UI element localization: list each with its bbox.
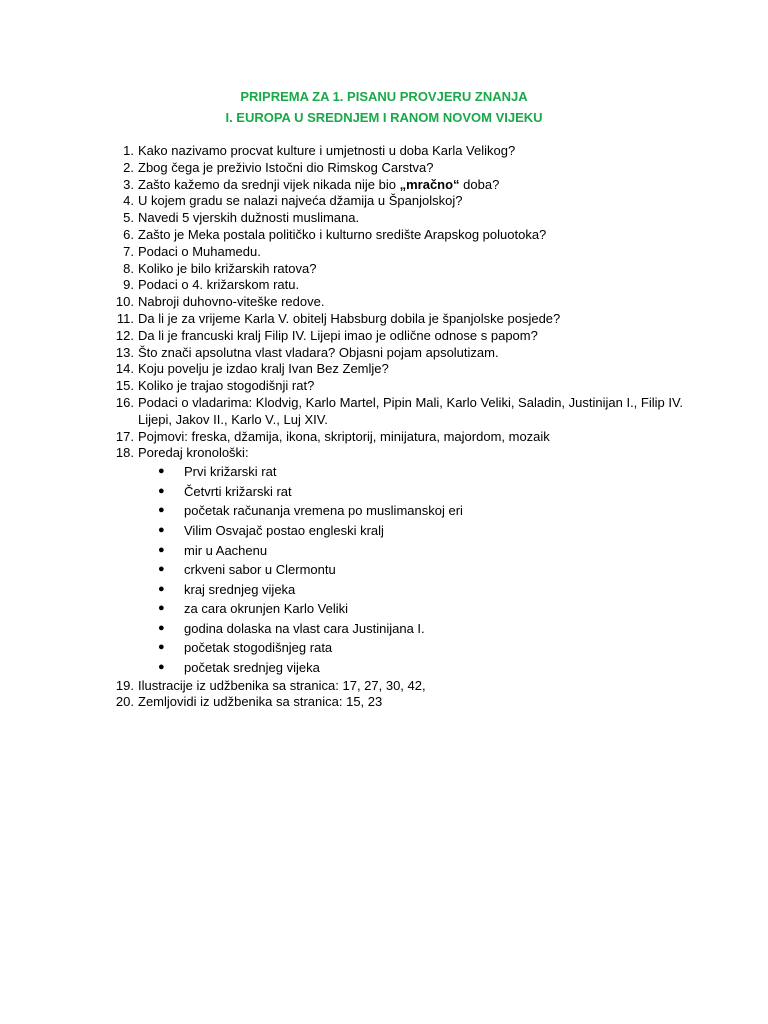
bullet-icon: ● <box>158 465 165 478</box>
question-item-7 <box>108 244 708 261</box>
question-number: 13. <box>115 344 134 360</box>
question-item-6 <box>108 227 708 244</box>
chronology-list <box>108 462 708 678</box>
question-number: 19. <box>115 677 134 693</box>
question-item-2 <box>108 160 708 177</box>
question-item-4 <box>108 193 708 210</box>
chronology-item <box>108 501 708 521</box>
question-number: 12. <box>115 327 134 343</box>
question-text: Zašto je Meka postala političko i kulturno središte Arapskog poluotoka? <box>138 226 547 242</box>
question-number: 11. <box>116 310 134 326</box>
question-text: Ilustracije iz udžbenika sa stranica: 17, 27, 30, 42, <box>138 677 426 693</box>
question-text: Koju povelju je izdao kralj Ivan Bez Zemlje? <box>138 361 389 377</box>
question-item-1 <box>108 143 708 160</box>
question-item-19 <box>108 678 708 695</box>
question-text: Da li je za vrijeme Karla V. obitelj Habsburg dobila je španjolske posjede? <box>138 310 561 326</box>
question-item-16 <box>108 395 708 429</box>
question-text: Navedi 5 vjerskih dužnosti muslimana. <box>138 210 360 226</box>
question-item-15 <box>108 378 708 395</box>
chronology-item-text: početak stogodišnjeg rata <box>184 640 333 656</box>
question-text-line-2: Lijepi, Jakov II., Karlo V., Luj XIV. <box>138 411 328 427</box>
question-number: 6. <box>123 226 134 242</box>
question-text: Da li je francuski kralj Filip IV. Lijepi imao je odlične odnose s papom? <box>138 327 538 343</box>
question-item-14 <box>108 361 708 378</box>
chronology-item <box>108 599 708 619</box>
question-text: Koliko je bilo križarskih ratova? <box>138 260 317 276</box>
chronology-item <box>108 462 708 482</box>
chronology-item-text: za cara okrunjen Karlo Veliki <box>184 601 349 617</box>
question-text-line-1: Podaci o vladarima: Klodvig, Karlo Martel, Pipin Mali, Karlo Veliki, Saladin, Justinijan I., Filip IV. <box>138 394 684 410</box>
question-text: Koliko je trajao stogodišnji rat? <box>138 378 315 394</box>
chronology-item-text: početak računanja vremena po muslimanskoj eri <box>184 503 463 519</box>
question-item-5 <box>108 210 708 227</box>
chronology-item-text: kraj srednjeg vijeka <box>184 581 296 597</box>
chronology-item <box>108 638 708 658</box>
question-item-13 <box>108 345 708 362</box>
title-line-1: PRIPREMA ZA 1. PISANU PROVJERU ZNANJA <box>240 89 528 104</box>
question-text-part: doba? <box>459 176 500 192</box>
question-item-9 <box>108 277 708 294</box>
question-text: Podaci o Muhamedu. <box>138 243 261 259</box>
bullet-icon: ● <box>158 582 165 595</box>
question-number: 10. <box>115 294 134 310</box>
question-text: Zemljovidi iz udžbenika sa stranica: 15, 23 <box>138 694 383 710</box>
bullet-icon: ● <box>158 504 165 517</box>
chronology-item-text: godina dolaska na vlast cara Justinijana I. <box>184 620 425 636</box>
question-item-18 <box>108 445 708 462</box>
chronology-item-text: mir u Aachenu <box>184 542 268 558</box>
bullet-icon: ● <box>158 484 165 497</box>
bullet-icon: ● <box>158 641 165 654</box>
bullet-icon: ● <box>158 523 165 536</box>
question-number: 20. <box>115 694 134 710</box>
chronology-item <box>108 482 708 502</box>
question-text: Nabroji duhovno-viteške redove. <box>138 294 325 310</box>
chronology-item <box>108 619 708 639</box>
question-item-12 <box>108 328 708 345</box>
question-number: 5. <box>123 210 134 226</box>
document-title <box>0 86 768 128</box>
chronology-item <box>108 521 708 541</box>
question-text: Pojmovi: freska, džamija, ikona, skriptorij, minijatura, majordom, mozaik <box>138 428 550 444</box>
question-number: 3. <box>123 176 134 192</box>
question-item-10 <box>108 294 708 311</box>
question-number: 9. <box>123 277 134 293</box>
chronology-item <box>108 541 708 561</box>
bullet-icon: ● <box>158 661 165 674</box>
question-text: Zbog čega je preživio Istočni dio Rimskog Carstva? <box>138 159 434 175</box>
chronology-item-text: Četvrti križarski rat <box>184 483 292 499</box>
bullet-icon: ● <box>158 621 165 634</box>
question-number: 17. <box>115 428 134 444</box>
bullet-icon: ● <box>158 543 165 556</box>
question-item-20 <box>108 694 708 711</box>
question-item-8 <box>108 261 708 278</box>
question-number: 7. <box>123 243 134 259</box>
bullet-icon: ● <box>158 602 165 615</box>
chronology-item <box>108 560 708 580</box>
question-number: 16. <box>115 394 134 410</box>
question-text-part: Zašto kažemo da srednji vijek nikada nije bio <box>138 176 400 192</box>
question-text: Poredaj kronološki: <box>138 445 249 461</box>
question-number: 8. <box>123 260 134 276</box>
chronology-item-text: početak srednjeg vijeka <box>184 660 320 676</box>
question-number: 14. <box>115 361 134 377</box>
chronology-item-text: crkveni sabor u Clermontu <box>184 562 336 578</box>
question-item-11 <box>108 311 708 328</box>
question-list <box>108 143 708 711</box>
title-line-2: I. EUROPA U SREDNJEM I RANOM NOVOM VIJEKU <box>225 110 543 125</box>
question-number: 1. <box>123 143 134 158</box>
question-number: 4. <box>123 193 134 209</box>
chronology-item <box>108 658 708 678</box>
question-text: Podaci o 4. križarskom ratu. <box>138 277 300 293</box>
question-item-17 <box>108 429 708 446</box>
chronology-item <box>108 580 708 600</box>
question-emphasis: „mračno“ <box>399 176 460 192</box>
question-text: U kojem gradu se nalazi najveća džamija u Španjolskoj? <box>138 193 463 209</box>
question-number: 2. <box>123 159 134 175</box>
question-number: 18. <box>115 445 134 461</box>
question-item-3 <box>108 177 708 194</box>
question-text: Kako nazivamo procvat kulture i umjetnosti u doba Karla Velikog? <box>138 143 516 158</box>
question-text: Što znači apsolutna vlast vladara? Objasni pojam apsolutizam. <box>138 344 499 360</box>
bullet-icon: ● <box>158 563 165 576</box>
question-number: 15. <box>115 378 134 394</box>
chronology-item-text: Vilim Osvajač postao engleski kralj <box>184 522 384 538</box>
chronology-item-text: Prvi križarski rat <box>184 464 277 480</box>
